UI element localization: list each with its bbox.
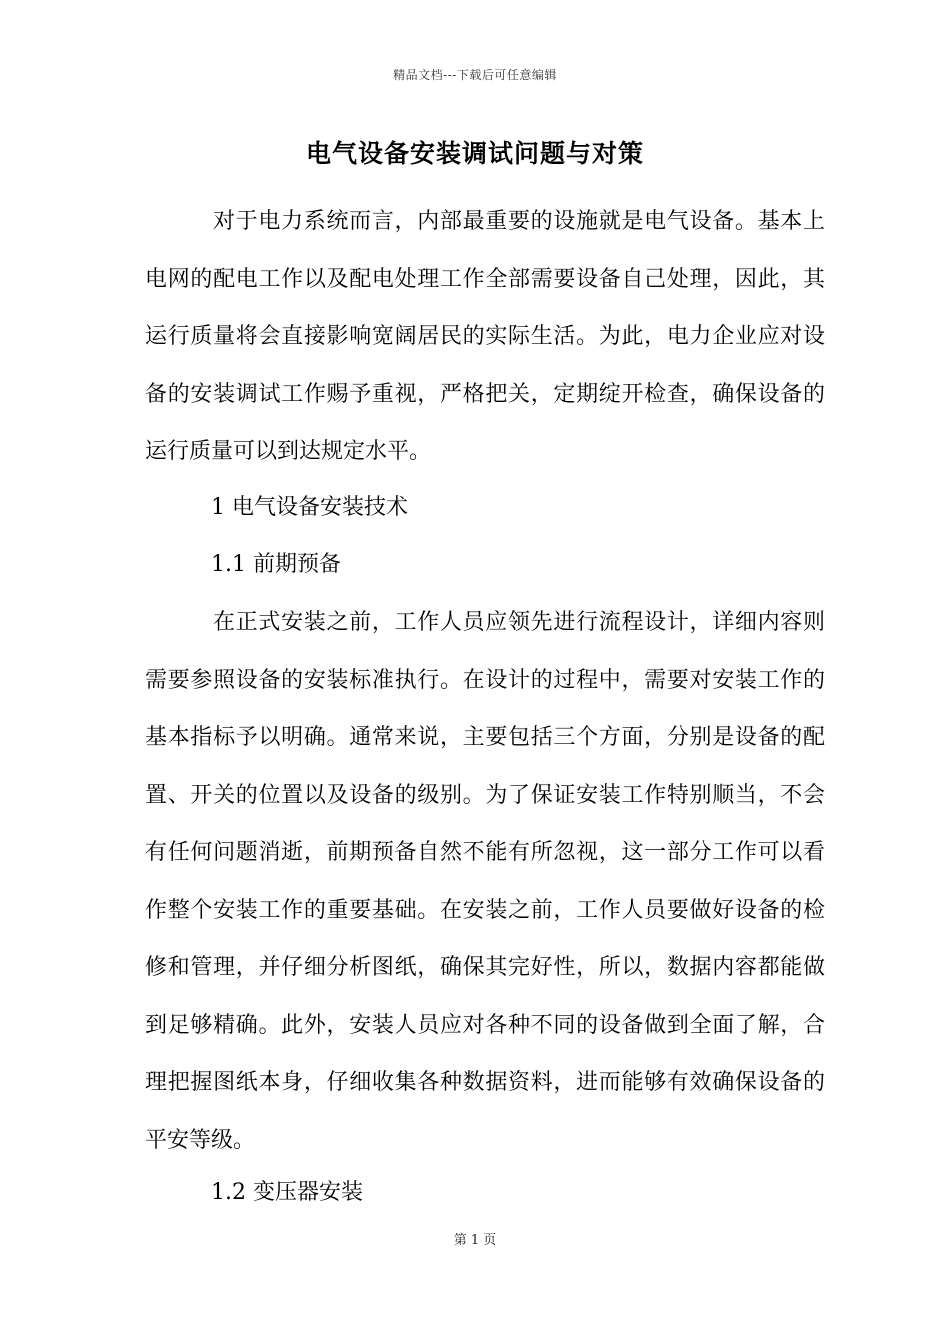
section-1-1-heading: 1.1 前期预备 [211, 552, 341, 577]
document-title: 电气设备安装调试问题与对策 [305, 139, 644, 168]
intro-paragraph [145, 193, 825, 481]
page-number: 第 1 页 [453, 1233, 497, 1248]
section-1-heading: 1 电气设备安装技术 [211, 495, 408, 520]
section-1-1-paragraph-text: 在正式安装之前，工作人员应领先进行流程设计，详细内容则需要参照设备的安装标准执行。在设计的过程中，需要对安装工作的基本指标予以明确。通常来说，主要包括三个方面，分别是设备的配置、开关的位置以及设备的级别。为了保证安装工作特别顺当，不会有任何问题消逝，前期预备自然不能有所忽视，这一部分工作可以看作整个安装工作的重要基础。在安装之前，工作人员要做好设备的检修和管理，并仔细分析图纸，确保其完好性，所以，数据内容都能做到足够精确。此外，安装人员应对各种不同的设备做到全面了解，合理把握图纸本身，仔细收集各种数据资料，进而能够有效确保设备的平安等级。 [145, 610, 825, 1153]
section-1-1-paragraph [145, 594, 825, 1169]
section-1-2-heading: 1.2 变压器安装 [211, 1180, 363, 1205]
intro-paragraph-text: 对于电力系统而言，内部最重要的设施就是电气设备。基本上电网的配电工作以及配电处理工作全部需要设备自己处理，因此，其运行质量将会直接影响宽阔居民的实际生活。为此，电力企业应对设备的安装调试工作赐予重视，严格把关，定期绽开检查，确保设备的运行质量可以到达规定水平。 [145, 209, 825, 464]
page-header: 精品文档---下载后可任意编辑 [393, 68, 557, 82]
